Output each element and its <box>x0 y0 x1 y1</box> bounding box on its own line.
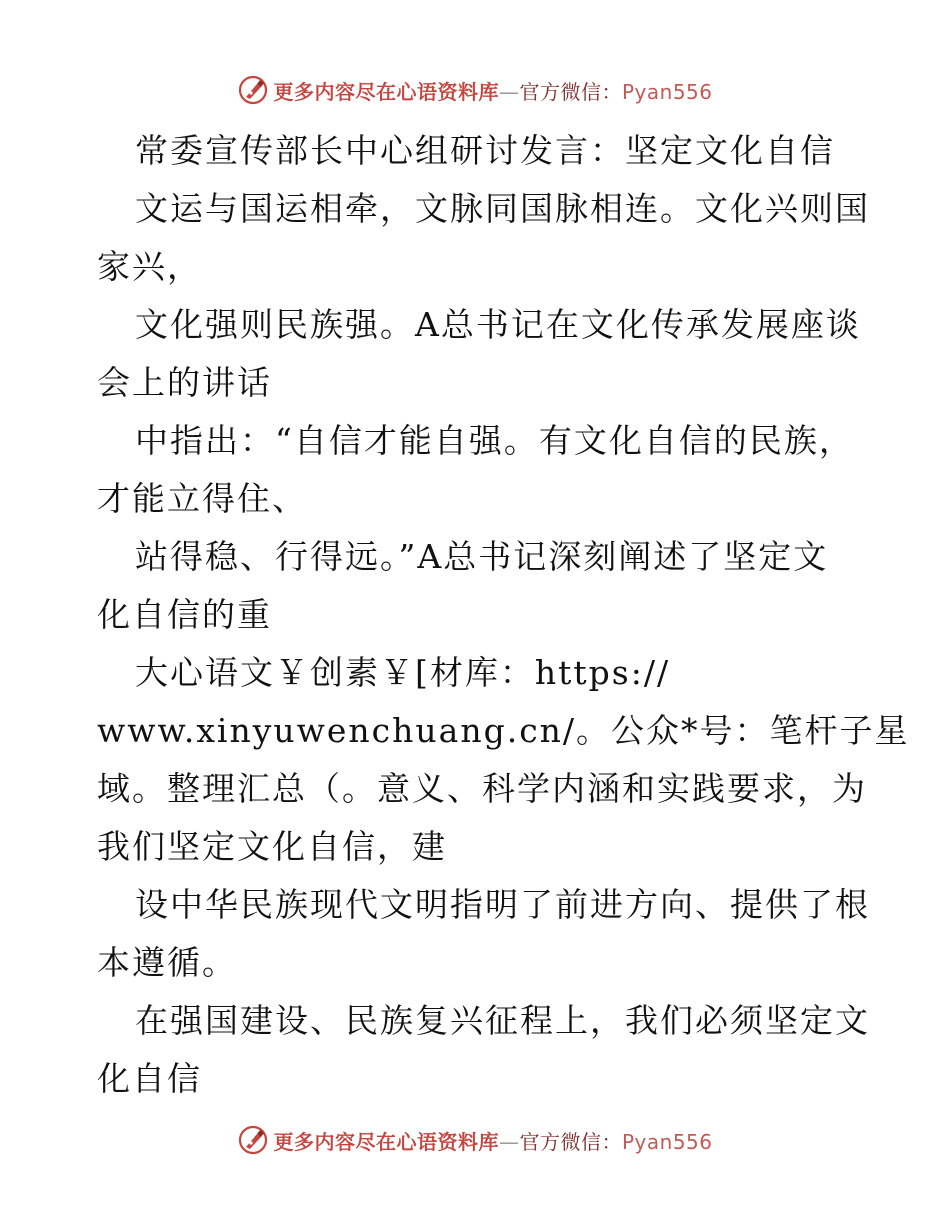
header-banner <box>0 70 950 110</box>
doc-line: 才能立得住、 <box>97 479 307 518</box>
doc-line: 我们坚定文化自信，建 <box>97 827 447 866</box>
doc-line: 化自信 <box>97 1059 202 1098</box>
banner-wechat-label: 官方微信： <box>519 79 622 104</box>
banner-main-text: 更多内容尽在心语资料库 <box>273 79 499 104</box>
banner-wechat-label: 官方微信： <box>519 1129 622 1154</box>
doc-line: 设中华民族现代文明指明了前进方向、提供了根 <box>135 885 870 924</box>
pen-nib-logo-icon <box>237 1124 269 1156</box>
footer-banner <box>0 1120 950 1160</box>
doc-line: 中指出：“自信才能自强。有文化自信的民族， <box>135 421 854 460</box>
doc-line: www.xinyuwenchuang.cn/。公众*号：笔杆子星 <box>97 711 910 750</box>
doc-title-line: 常委宣传部长中心组研讨发言：坚定文化自信 <box>135 131 835 170</box>
doc-line: 本遵循。 <box>97 943 237 982</box>
banner-wechat-id: Pyan556 <box>621 79 713 104</box>
doc-line: 站得稳、行得远。”A总书记深刻阐述了坚定文 <box>135 537 829 576</box>
doc-line: 文运与国运相牵，文脉同国脉相连。文化兴则国 <box>135 189 870 228</box>
banner-wechat-id: Pyan556 <box>621 1129 713 1154</box>
pen-nib-logo-icon <box>237 74 269 106</box>
banner-dash: — <box>498 1129 520 1154</box>
banner-dash: — <box>498 79 520 104</box>
doc-line: 家兴， <box>97 247 202 286</box>
banner-text <box>273 76 712 105</box>
doc-line: 域。整理汇总（。意义、科学内涵和实践要求，为 <box>97 769 867 808</box>
doc-line: 化自信的重 <box>97 595 272 634</box>
doc-line: 会上的讲话 <box>97 363 272 402</box>
doc-line: 文化强则民族强。A总书记在文化传承发展座谈 <box>135 305 861 344</box>
document-body <box>97 122 910 1108</box>
doc-line: 在强国建设、民族复兴征程上，我们必须坚定文 <box>135 1001 870 1040</box>
banner-main-text: 更多内容尽在心语资料库 <box>273 1129 499 1154</box>
banner-text <box>273 1126 712 1155</box>
doc-line: 大心语文￥创素￥[材库：https:// <box>135 653 671 692</box>
